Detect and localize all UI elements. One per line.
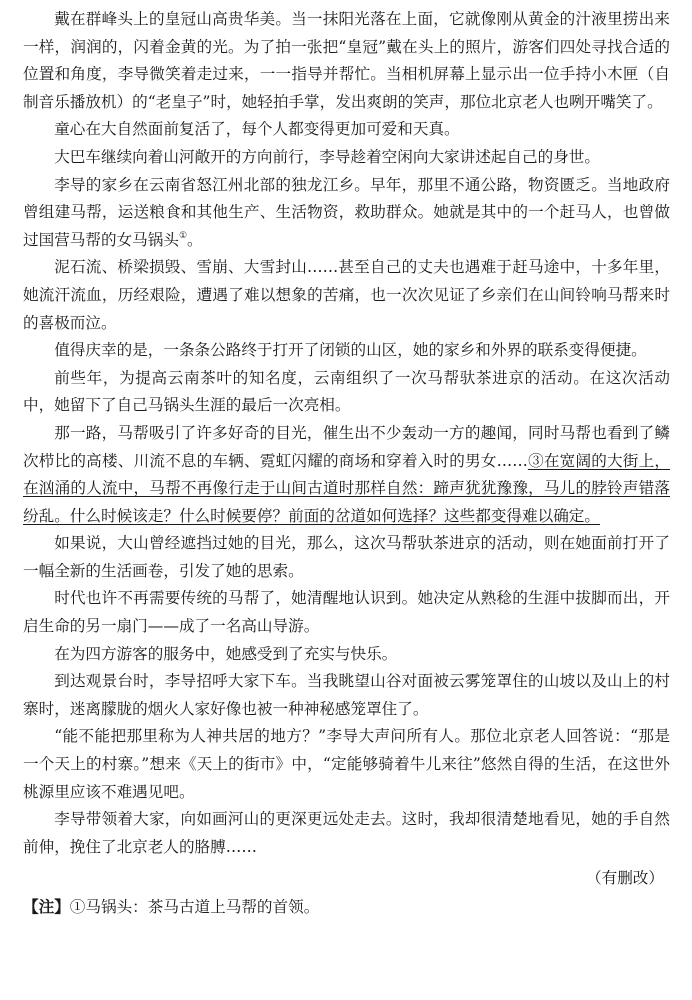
paragraph-6: 值得庆幸的是，一条条公路终于打开了闭锁的山区，她的家乡和外界的联系变得便捷。	[54, 341, 647, 360]
underlined-sentence-3: ③在宽阔的大街上，在汹涌的人流中，马帮不再像行走于山间古道时那样自然：蹄声犹犹豫豫，马儿的脖铃声错落纷乱。什么时候该走？什么时候要停？前面的岔道如何选择？这些都变得难以确定。	[23, 451, 670, 525]
paragraph-10: 时代也许不再需要传统的马帮了，她清醒地认识到。她决定从熟稔的生涯中拔脚而出，开启生命的另一扇门——成了一名高山导游。	[23, 589, 670, 636]
paragraph-5: 泥石流、桥梁损毁、雪崩、大雪封山……甚至自己的丈夫也遇难于赶马途中，十多年里，她流汗流血，历经艰险，遭遇了难以想象的苦痛，也一次次见证了乡亲们在山间铃响马帮来时的喜极而泣。	[23, 258, 670, 332]
paragraph-2: 童心在大自然面前复活了，每个人都变得更加可爱和天真。	[54, 120, 460, 139]
footnote-marker: ①	[178, 230, 188, 241]
paragraph-8: 那一路，马帮吸引了许多好奇的目光，催生出不少轰动一方的趣闻，同时马帮也看到了鳞次栉比的高楼、川流不息的车辆、霓虹闪耀的商场和穿着入时的男女……③在宽阔的大街上，在汹涌的人流中，马帮不再像行走于山间古道时那样自然：蹄声犹犹豫豫，马儿的脖铃声错落纷乱。什么时候该走？什么时候要停？前面的岔道如何选择？这些都变得难以确定。	[23, 423, 670, 525]
paragraph-13: “能不能把那里称为人神共居的地方？”李导大声问所有人。那位北京老人回答说：“那是一个天上的村寨。”想来《天上的街市》中，“定能够骑着牛儿来往”悠然自得的生活，在这世外桃源里应该不难遇见吧。	[23, 727, 670, 801]
footnote	[23, 893, 670, 922]
footnote-label: 【注】	[23, 897, 70, 916]
paragraph-4: 李导的家乡在云南省怒江州北部的独龙江乡。早年，那里不通公路，物资匮乏。当地政府曾组建马帮，运送粮食和其他生产、生活物资，救助群众。她就是其中的一个赶马人，也曾做过国营马帮的女马锅头①。	[23, 175, 670, 249]
footnote-text: ①马锅头：茶马古道上马帮的首领。	[69, 898, 320, 916]
paragraph-1: 戴在群峰头上的皇冠山高贵华美。当一抹阳光落在上面，它就像刚从黄金的汁液里捞出来一样，润润的，闪着金黄的光。为了拍一张把“皇冠”戴在头上的照片，游客们四处寻找合适的位置和角度，李导微笑着走过来，一一指导并帮忙。当相机屏幕上显示出一位手持小木匣（自制音乐播放机）的“老皇子”时，她轻拍手掌，发出爽朗的笑声，那位北京老人也咧开嘴笑了。	[23, 10, 670, 111]
paragraph-12: 到达观景台时，李导招呼大家下车。当我眺望山谷对面被云雾笼罩住的山坡以及山上的村寨时，迷离朦胧的烟火人家好像也被一种神秘感笼罩住了。	[23, 672, 670, 718]
paragraph-9: 如果说，大山曾经遮挡过她的目光，那么，这次马帮驮茶进京的活动，则在她面前打开了一幅全新的生活画卷，引发了她的思索。	[23, 534, 670, 580]
source-note: （有删改）	[586, 869, 664, 888]
paragraph-7: 前些年，为提高云南茶叶的知名度，云南组织了一次马帮驮茶进京的活动。在这次活动中，她留下了自己马锅头生涯的最后一次亮相。	[23, 368, 670, 415]
paragraph-14: 李导带领着大家，向如画河山的更深更远处走去。这时，我却很清楚地看见，她的手自然前伸，挽住了北京老人的胳膊……	[23, 810, 670, 856]
paragraph-3: 大巴车继续向着山河敞开的方向前行，李导趁着空闲向大家讲述起自己的身世。	[54, 147, 600, 166]
paragraph-11: 在为四方游客的服务中，她感受到了充实与快乐。	[54, 644, 398, 663]
